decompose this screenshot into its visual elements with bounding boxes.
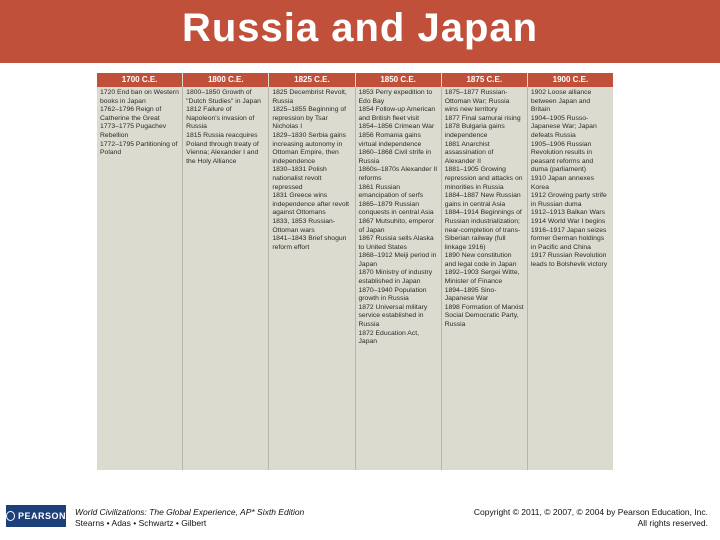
timeline-event: 1860–1868 Civil strife in Russia bbox=[358, 149, 432, 165]
timeline-event: 1912 Growing party strife in Russian duma bbox=[530, 192, 607, 208]
timeline-event: 1914 World War I begins bbox=[530, 217, 606, 225]
timeline-event: 1829–1830 Serbia gains increasing autonomy in Ottoman Empire, then independence bbox=[272, 131, 347, 165]
timeline-event: 1894–1895 Sino-Japanese War bbox=[444, 286, 497, 303]
footer-copyright-line: Copyright © 2011, © 2007, © 2004 by Pearson Education, Inc. bbox=[473, 507, 708, 517]
timeline-event: 1854 Follow-up American and British fleet visit bbox=[358, 106, 436, 122]
timeline-event: 1861 Russian emancipation of serfs bbox=[358, 183, 424, 200]
footer-copyright bbox=[474, 507, 708, 529]
timeline-event: 1825 Decembrist Revolt, Russia bbox=[272, 89, 347, 105]
timeline-event: 1870 Ministry of industry established in Japan bbox=[358, 269, 433, 286]
timeline-event: 1772–1795 Partitioning of Poland bbox=[100, 140, 178, 157]
timeline-event: 1902 Loose alliance between Japan and Britain bbox=[530, 89, 592, 114]
timeline-event: 1825–1855 Beginning of repression by Tsar Nicholas I bbox=[272, 106, 347, 131]
table-body bbox=[97, 87, 613, 470]
timeline-event: 1860s–1870s Alexander II reforms bbox=[358, 166, 438, 182]
table-column-1700 bbox=[97, 87, 183, 470]
timeline-event: 1773–1775 Pugachev Rebellion bbox=[100, 123, 167, 139]
header-cell-1875: 1875 C.E. bbox=[442, 73, 528, 87]
timeline-event: 1877 Final samurai rising bbox=[444, 114, 521, 122]
header-cell-1700: 1700 C.E. bbox=[97, 73, 183, 87]
timeline-event: 1884–1914 Beginnings of Russian industrialization; near-completion of trans-Siberian railway (full linkage 1916) bbox=[444, 209, 522, 251]
footer-rights-line: All rights reserved. bbox=[637, 518, 708, 528]
timeline-event: 1868–1912 Meiji period in Japan bbox=[358, 252, 437, 268]
timeline-event: 1762–1796 Reign of Catherine the Great bbox=[100, 106, 162, 122]
timeline-event: 1815 Russia reacquires Poland through treaty of Vienna; Alexander I and the Holy Alliance bbox=[186, 131, 259, 165]
timeline-event: 1812 Failure of Napoleon's invasion of Russia bbox=[186, 106, 255, 131]
table-column-1800 bbox=[183, 87, 269, 470]
timeline-event: 1830–1831 Polish nationalist revolt repressed bbox=[272, 166, 327, 191]
publisher-logo-text: PEARSON bbox=[17, 511, 66, 521]
timeline-event: 1867 Russia sells Alaska to United States bbox=[358, 235, 434, 251]
table-column-1825 bbox=[269, 87, 355, 470]
timeline-event: 1831 Greece wins independence after revolt against Ottomans bbox=[272, 192, 350, 217]
timeline-event: 1912–1913 Balkan Wars bbox=[530, 209, 606, 217]
timeline-event: 1890 New constitution and legal code in Japan bbox=[444, 252, 517, 268]
header-cell-1800: 1800 C.E. bbox=[183, 73, 269, 87]
publisher-logo bbox=[6, 505, 66, 527]
pearson-logo-icon bbox=[6, 511, 15, 521]
footer-book-title: World Civilizations: The Global Experience, AP* Sixth Edition bbox=[75, 507, 305, 517]
table-column-1875 bbox=[442, 87, 528, 470]
timeline-event: 1881 Anarchist assassination of Alexander II bbox=[444, 140, 494, 165]
timeline-event: 1884–1887 New Russian gains in central Asia bbox=[444, 192, 521, 208]
timeline-event: 1841–1843 Brief shogun reform effort bbox=[272, 235, 347, 251]
footer-book-info bbox=[75, 507, 304, 529]
timeline-event: 1916–1917 Japan seizes former German holdings in Pacific and China bbox=[530, 226, 607, 251]
timeline-event: 1800–1850 Growth of "Dutch Studies" in Japan bbox=[186, 89, 261, 105]
table-column-1900 bbox=[528, 87, 613, 470]
timeline-event: 1872 Education Act, Japan bbox=[358, 329, 419, 346]
slide-title: Russia and Japan bbox=[181, 6, 539, 50]
table-column-1850 bbox=[356, 87, 442, 470]
timeline-event: 1853 Perry expedition to Edo Bay bbox=[358, 89, 433, 105]
timeline-event: 1905–1906 Russian Revolution results in peasant reforms and duma (parliament) bbox=[530, 140, 594, 174]
timeline-event: 1856 Romania gains virtual independence bbox=[358, 131, 422, 148]
header-cell-1900: 1900 C.E. bbox=[528, 73, 613, 87]
timeline-event: 1720 End ban on Western books in Japan bbox=[100, 89, 179, 105]
timeline-event: 1910 Japan annexes Korea bbox=[530, 174, 594, 191]
title-banner bbox=[0, 0, 720, 63]
header-cell-1850: 1850 C.E. bbox=[356, 73, 442, 87]
timeline-event: 1875–1877 Russian-Ottoman War; Russia wins new territory bbox=[444, 89, 510, 114]
timeline-event: 1881–1905 Growing repression and attacks on minorities in Russia bbox=[444, 166, 523, 191]
timeline-event: 1865–1879 Russian conquests in central Asia bbox=[358, 200, 434, 217]
timeline-event: 1898 Formation of Marxist Social Democratic Party, Russia bbox=[444, 303, 524, 329]
table-header-row bbox=[97, 73, 613, 87]
timeline-event: 1917 Russian Revolution leads to Bolshevik victory bbox=[530, 252, 608, 268]
timeline-event: 1878 Bulgaria gains independence bbox=[444, 123, 505, 139]
timeline-event: 1892–1903 Sergei Witte, Minister of Finance bbox=[444, 269, 520, 286]
timeline-event: 1904–1905 Russo-Japanese War; Japan defeats Russia bbox=[530, 114, 597, 139]
timeline-event: 1833, 1853 Russian-Ottoman wars bbox=[272, 217, 336, 234]
timeline-table bbox=[97, 73, 613, 470]
footer-authors: Stearns • Adas • Schwartz • Gilbert bbox=[75, 518, 207, 528]
timeline-event: 1867 Mutsuhito, emperor of Japan bbox=[358, 217, 435, 234]
header-cell-1825: 1825 C.E. bbox=[269, 73, 355, 87]
timeline-event: 1870–1940 Population growth in Russia bbox=[358, 286, 427, 303]
timeline-event: 1872 Universal military service established in Russia bbox=[358, 303, 428, 329]
timeline-event: 1854–1856 Crimean War bbox=[358, 123, 435, 131]
